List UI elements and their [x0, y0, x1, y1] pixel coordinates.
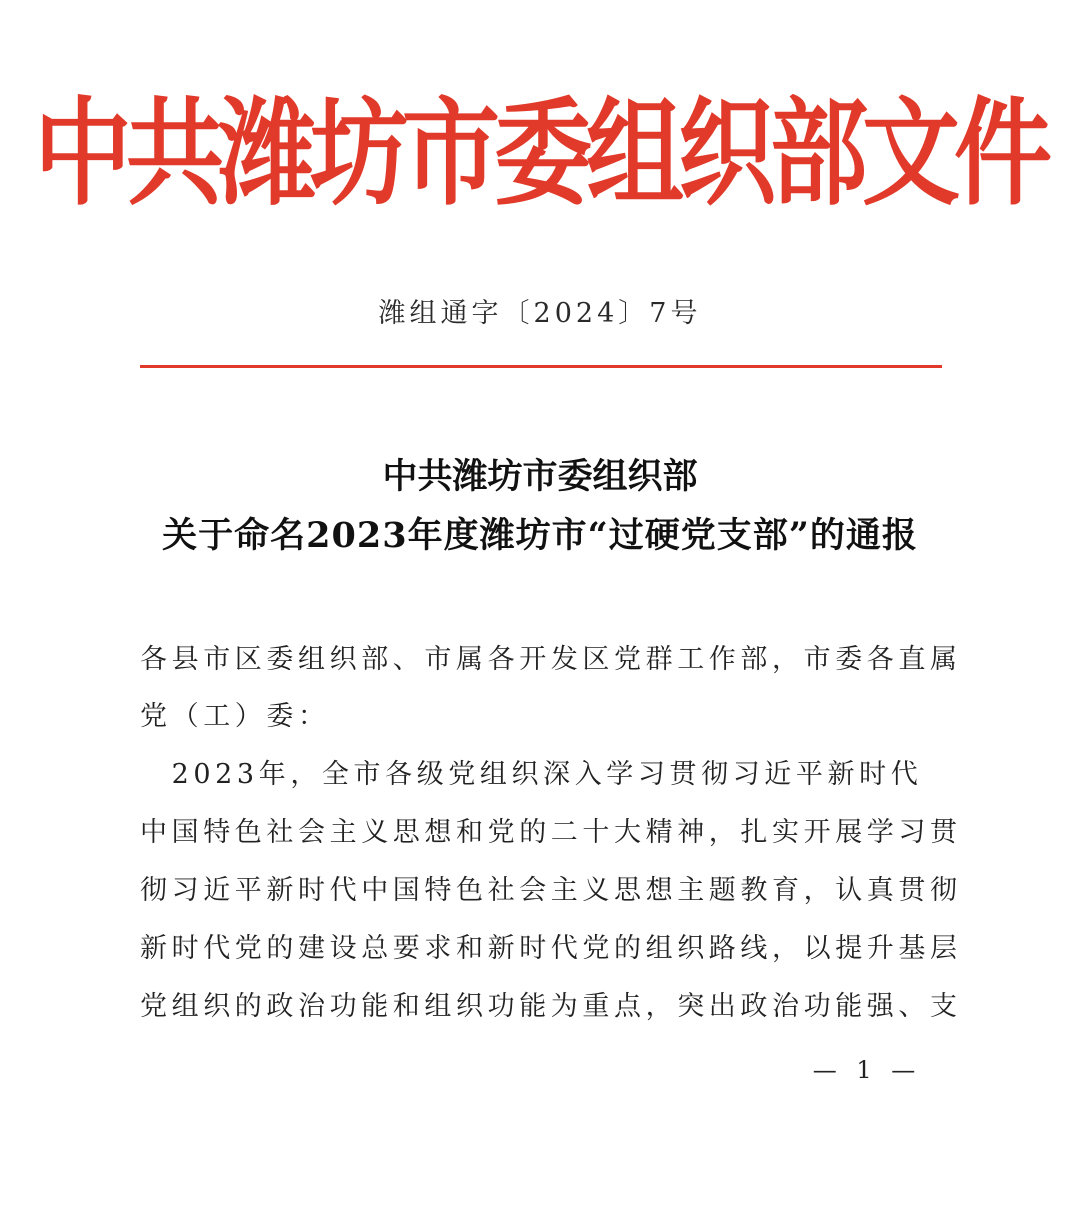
- page-number: — 1 —: [812, 1056, 922, 1084]
- body-paragraph-line: 2023年，全市各级党组织深入学习贯彻习近平新时代: [140, 759, 923, 790]
- body-line-addressee: 各县市区委组织部、市属各开发区党群工作部，市委各直属: [140, 644, 962, 675]
- body-line-addressee-cont: 党（工）委：: [140, 701, 330, 732]
- document-title-line-1: 中共潍坊市委组织部: [382, 456, 698, 497]
- body-paragraph-line: 党组织的政治功能和组织功能为重点，突出政治功能强、支: [140, 991, 962, 1022]
- body-paragraph-line: 彻习近平新时代中国特色社会主义思想主题教育，认真贯彻: [140, 875, 962, 906]
- body-paragraph-line: 中国特色社会主义思想和党的二十大精神，扎实开展学习贯: [140, 817, 962, 848]
- body-paragraph-line: 新时代党的建设总要求和新时代党的组织路线，以提升基层: [140, 933, 962, 964]
- document-title-line-2: 关于命名2023年度潍坊市“过硬党支部”的通报: [162, 515, 918, 556]
- document-masthead: 中共潍坊市委组织部文件: [33, 87, 1046, 222]
- document-number: 潍组通字〔2024〕7号: [378, 298, 702, 329]
- red-divider-rule: [140, 365, 942, 368]
